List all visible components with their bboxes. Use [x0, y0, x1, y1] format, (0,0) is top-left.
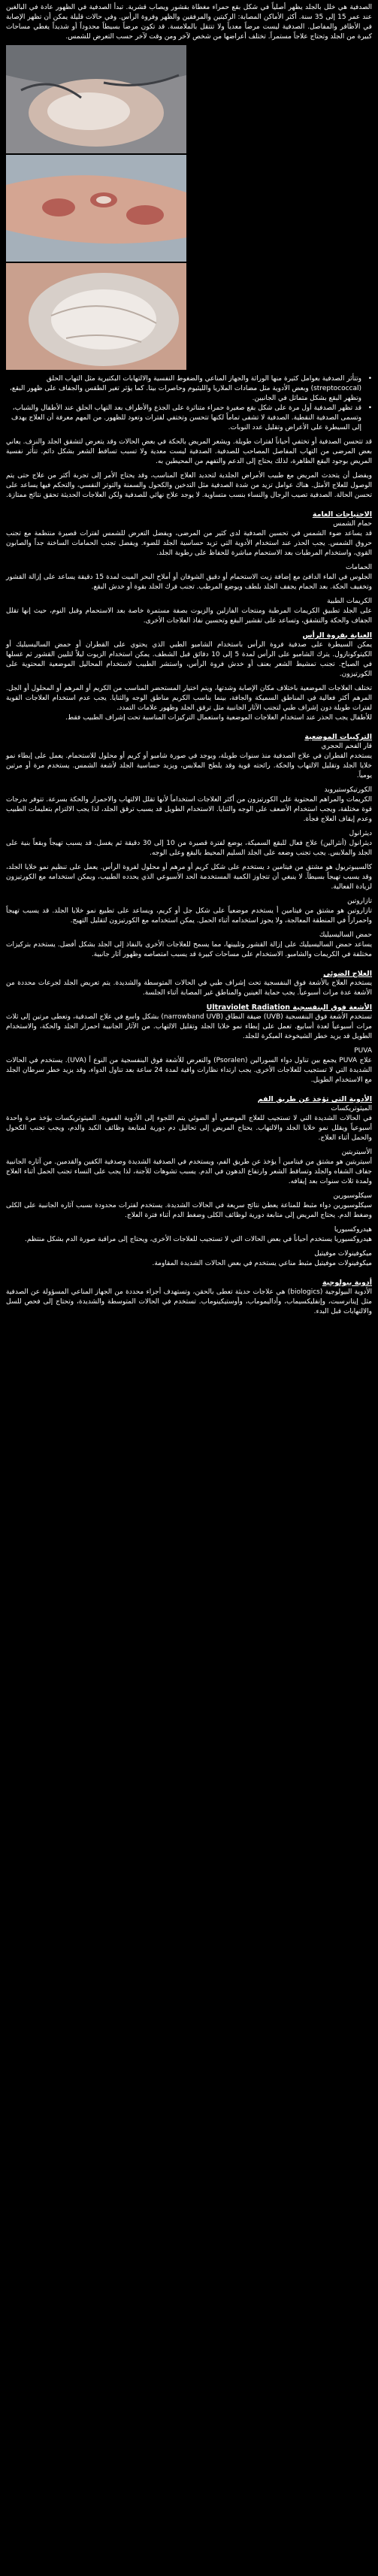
section-heading: العلاج الضوئي [323, 970, 372, 978]
paragraph: على الجلد تطبيق الكريمات المرطبة ومنتجات الفازلين والزيوت بصفة مستمرة خاصة بعد الاستحمام وقبل النوم، حيث إنها تقلل الجفاف والحكة والتشقق، وتساعد على تقشير البقع وتحسين نفاذ العلاجات الأخرى. [6, 607, 372, 625]
paragraph: ويفضل أن يتحدث المريض مع طبيب الأمراض الجلدية لتحديد العلاج المناسب، وقد يحتاج الأمر إلى تجربة أكثر من علاج حتى يتم الوصول للعلاج الأمثل. هناك عوامل تزيد من شدة الصدفية مثل التدخين والكحول والسمنة والتوتر النفسي، والتحكم فيها يساعد على تحسن الحالة. الصدفية تصيب الرجال والنساء بنسب متساوية. لا يوجد علاج نهائي للصدفية ولكن العلاجات الحديثة تحقق نتائج ممتازة. [6, 472, 372, 499]
paragraph: قد تتحسن الصدفية أو تختفي أحياناً لفترات طويلة. ويشعر المريض بالحكة في بعض الحالات وقد يتعرض لتشقق الجلد والنزف. يعاني بعض المرضى من التهاب المفاصل المصاحب للصدفية. الصدفية ليست معدية ولا تسبب تساقط الشعر بشكل دائم. تتأثر نفسية المريض بوجود البقع الظاهرة، لذلك يحتاج إلى الدعم والتفهم من المحيطين به. [6, 438, 372, 465]
paragraph: تستخدم الأشعة فوق البنفسجية (UVB) ضيقة النطاق (narrowband UVB) بشكل واسع في علاج الصدفية، وتعطى مرتين إلى ثلاث مرات أسبوعياً لعدة أسابيع. تعمل على إبطاء نمو خلايا الجلد وتقليل الالتهاب. من الآثار الجانبية احمرار الجلد والحكة، والاستخدام الطويل قد يزيد خطر الشيخوخة المبكرة للجلد. [6, 1013, 372, 1040]
section-heading: الاحتياجات العامة [312, 510, 372, 519]
section-subheading: ديثرانول [349, 830, 372, 837]
photo-forearm [6, 155, 186, 262]
paragraph: تازاروتين هو مشتق من فيتامين أ يستخدم موضعياً على شكل جل أو كريم، ويساعد على تطبيع نمو خلايا الجلد. قد يسبب تهيجاً واحمراراً في المنطقة المعالجة، ولا يجوز استخدامه أثناء الحمل. يمكن استخدامه مع الكورتيزون لتقليل التهيج. [6, 907, 372, 925]
section-heading: التركيبات الموضعية [304, 733, 372, 741]
section-heading: العناية بفروة الرأس [302, 631, 372, 640]
paragraph: سيكلوسبورين دواء مثبط للمناعة يعطي نتائج سريعة في الحالات الشديدة. يستخدم لفترات محدودة بسبب آثاره الجانبية على الكلى وضغط الدم. يحتاج المريض إلى متابعة دورية لوظائف الكلى وضغط الدم أثناء فترة العلاج. [6, 1202, 372, 1219]
section-subheading: الكورتيكوستيرويد [324, 786, 372, 794]
paragraph: قد يساعد ضوء الشمس في تحسين الصدفية لدى كثير من المرضى، ويفضل التعرض للشمس لفترات قصيرة منتظمة مع تجنب حروق الشمس. يجب الحذر عند استخدام الأدوية التي تزيد حساسية الجلد للضوء. ويفضل تجنب الحمامات الساخنة جداً والصابون القوي، واستخدام المرطبات بعد الاستحمام مباشرة للحفاظ على رطوبة الجلد. [6, 530, 372, 557]
section-subheading: الأسيتريتين [341, 1149, 372, 1156]
paragraph: يستخدم العلاج بالأشعة فوق البنفسجية تحت إشراف طبي في الحالات المتوسطة والشديدة. يتم تعريض الجلد لجرعات محددة من الأشعة عدة مرات أسبوعياً. يجب حماية العينين والمناطق غير المصابة أثناء الجلسة. [6, 979, 372, 997]
paragraph: ديثرانول (أنثرالين) علاج فعال للبقع السميكة، يوضع لفترة قصيرة من 10 إلى 30 دقيقة ثم يغسل. قد يسبب تهيجاً وبقعاً بنية على الجلد والملابس. يجب تجنب وضعه على الجلد السليم المحيط بالبقع وعلى الوجه. [6, 840, 373, 857]
photo-scalp [6, 45, 186, 153]
section-subheading: الميثوتريكسات [331, 1105, 372, 1112]
paragraph: الأدوية البيولوجية (biologics) هي علاجات حديثة تعطى بالحقن، وتستهدف أجزاء محددة من الجهاز المناعي المسؤولة عن الصدفية مثل إيتانرسبت، وإنفليكسيماب، وأداليموماب، وأوستيكينوماب. تستخدم في الحالات المتوسطة والشديدة، وتحتاج إلى فحص للسل والالتهابات قبل البدء. [6, 1288, 373, 1315]
section-subheading: حمام الشمس [333, 520, 372, 528]
section-subheading: الكريمات الطبية [327, 598, 372, 605]
paragraph: كالسيبوتريول هو مشتق من فيتامين د يستخدم على شكل كريم أو مرهم أو محلول لفروة الرأس. يعمل على تنظيم نمو خلايا الجلد، وقد يسبب تهيجاً بسيطاً. لا ينبغي أن تتجاوز الكمية المستخدمة الحد الأسبوعي الذي يحدده الطبيب، ويمكن استخدامه مع الكورتيزون لزيادة الفعالية. [6, 864, 372, 891]
paragraph: الجلوس في الماء الدافئ مع إضافة زيت الاستحمام أو دقيق الشوفان أو أملاح البحر الميت لمدة 15 دقيقة يساعد على إزالة القشور وتخفيف الحكة. بعد الحمام يجفف الجلد بلطف ويوضع المرطب. تجنب فرك الجلد بقوة أو خدش البقع. [6, 574, 372, 591]
section-heading: الأشعة فوق البنفسجية Ultraviolet Radiation [206, 1003, 372, 1012]
paragraph: علاج PUVA يجمع بين تناول دواء السورالين (Psoralen) والتعرض للأشعة فوق البنفسجية من النوع أ (UVA). يستخدم في الحالات الشديدة التي لا تستجيب للعلاجات الأخرى. يجب ارتداء نظارات واقية لمدة 24 ساعة بعد تناول الدواء، وقد يزيد خطر سرطان الجلد مع الاستخدام الطويل. [6, 1057, 372, 1084]
section-subheading: الحمامات [345, 564, 372, 571]
paragraph: في الحالات الشديدة التي لا تستجيب للعلاج الموضعي أو الضوئي يتم اللجوء إلى الأدوية الفموية. الميثوتريكسات يؤخذ مرة واحدة أسبوعياً ويقلل نمو خلايا الجلد والالتهاب. يحتاج المريض إلى تحاليل دم دورية لمتابعة وظائف الكبد والدم، ويجب تجنب الكحول والحمل أثناء العلاج. [6, 1115, 372, 1142]
section-heading: أدوية بيولوجية [322, 1279, 372, 1287]
section-subheading: تازاروتين [347, 898, 372, 905]
photo-plaque [6, 263, 186, 370]
section-subheading: PUVA [354, 1047, 372, 1055]
section-subheading: سيكلوسبورين [333, 1192, 372, 1200]
section-subheading: هيدروكسيوريا [334, 1226, 372, 1234]
paragraph: يمكن السيطرة على صدفية فروة الرأس باستخدام الشامبو الطبي الذي يحتوي على القطران أو حمض الساليسيليك أو الكيتوكونازول. يترك الشامبو على الرأس لمدة 5 إلى 10 دقائق قبل الشطف. يمكن استخدام الزيوت ليلاً لتليين القشور ثم غسلها في الصباح. تجنب تمشيط الشعر بعنف أو خدش فروة الرأس، واستشر الطبيب لاستخدام المحاليل الموضعية المحتوية على الكورتيزون. [6, 641, 373, 678]
paragraph: ميكوفينولات موفيتيل مثبط مناعي يستخدم في بعض الحالات الشديدة المقاومة. [152, 1260, 372, 1267]
paragraph: الكريمات والمراهم المحتوية على الكورتيزون من أكثر العلاجات استخداماً لأنها تقلل الالتهاب والاحمرار والحكة بسرعة. تتوفر بدرجات قوة مختلفة، ويجب استخدام الأضعف على الوجه والثنايا. الاستخدام الطويل قد يسبب ترقق الجلد، لذا يجب الالتزام بتعليمات الطبيب وعدم إيقاف العلاج فجأة. [6, 796, 372, 823]
section-subheading: ميكوفينولات موفيتيل [314, 1250, 372, 1258]
bullet-item: • وتتأثر الصدفية بعوامل كثيرة منها الوراثة والجهاز المناعي والضغوط النفسية والالتهابات البكتيرية مثل التهاب الحلق (streptococcal) وبعض الأدوية مثل مضادات الملاريا والليثيوم وحاصرات بيتا. كما يؤثر تغير الطقس والجفاف على ظهور البقع، وتظهر البقع بشكل متماثل في الجانبين. [6, 374, 372, 404]
paragraph: تختلف العلاجات الموضعية باختلاف مكان الإصابة وشدتها، ويتم اختيار المستحضر المناسب من الكريم أو المرهم أو المحلول أو الجل. المرهم أكثر فعالية في المناطق السميكة والجافة، بينما يناسب الكريم مناطق الوجه والثنايا. يجب عدم استخدام العلاجات القوية لفترات طويلة دون إشراف طبي لتجنب الآثار الجانبية مثل ترقق الجلد وظهور علامات التمدد. [6, 685, 372, 712]
section-subheading: حمض الساليسيليك [319, 931, 372, 939]
photo-gallery [0, 45, 378, 370]
paragraph: أسيتريتين هو مشتق من فيتامين أ يؤخذ عن طريق الفم، ويستخدم في الصدفية الشديدة وصدفية الكفين والقدمين. من آثاره الجانبية جفاف الشفاه والجلد وتساقط الشعر وارتفاع الدهون في الدم. يسبب تشوهات للأجنة، لذا يجب على النساء تجنب الحمل أثناء العلاج ولمدة ثلاث سنوات بعد إيقافه. [6, 1158, 372, 1185]
paragraph: يستخدم القطران في علاج الصدفية منذ سنوات طويلة، ويوجد في صورة شامبو أو كريم أو محلول للاستحمام. يعمل على إبطاء نمو خلايا الجلد وتقليل الالتهاب والحكة. رائحته قوية وقد يلطخ الملابس، ويزيد حساسية الجلد لأشعة الشمس. يستخدم مرة أو مرتين يومياً. [6, 752, 372, 779]
bullet-item: • قد تظهر الصدفية أول مرة على شكل بقع صغيرة حمراء متناثرة على الجذع والأطراف بعد التهاب الحلق عند الأطفال والشباب، وتسمى الصدفية النقطية. الصدفية لا تشفى تماماً لكنها تتحسن وتختفي لفترات وتعود للظهور. من المهم معرفة أن العلاج يهدف إلى السيطرة على الأعراض وتقليل عدد النوبات. [6, 404, 372, 433]
section-subheading: قار الفحم الحجري [321, 743, 372, 750]
intro-paragraph: الصدفية هي خلل بالجلد يظهر أصلياً في شكل بقع حمراء مغطاة بقشور ويصاب قشرية. تبدأ الصدفية في الظهور عادة في البالغين عند عمر 15 إلى 35 سنة. أكثر الأماكن المصابة: الركبتين والمرفقين والظهر وفروة الرأس. وفي حالات قليلة يمكن أن تظهر الإصابة في الأظافر والمفاصل. الصدفية ليست مرضاً معدياً ولا تنتقل بالملامسة. قد تكون مرضاً بسيطاً محدوداً أو شديداً يغطي مساحات كبيرة من الجلد وتحتاج علاجاً مستمراً. تختلف أعراضها من شخص لآخر ومن وقت لآخر حسب التعرض للشمس. [6, 4, 373, 41]
paragraph: هيدروكسيوريا يستخدم أحياناً في بعض الحالات التي لا تستجيب للعلاجات الأخرى، ويحتاج إلى مراقبة صورة الدم بشكل منتظم. [24, 1236, 372, 1243]
paragraph: يساعد حمض الساليسيليك على إزالة القشور وتليينها، مما يسمح للعلاجات الأخرى بالنفاذ إلى الجلد بشكل أفضل. يستخدم بتركيزات مختلفة في الكريمات والشامبو. الاستخدام على مساحات كبيرة قد يسبب امتصاصه وظهور آثار جانبية. [6, 941, 372, 958]
paragraph: للأطفال يجب الحذر عند استخدام العلاجات الموضعية واستعمال التركيزات المناسبة تحت إشراف الطبيب فقط. [65, 714, 372, 722]
section-heading: الأدوية التي تؤخذ عن طريق الفم [257, 1095, 372, 1103]
